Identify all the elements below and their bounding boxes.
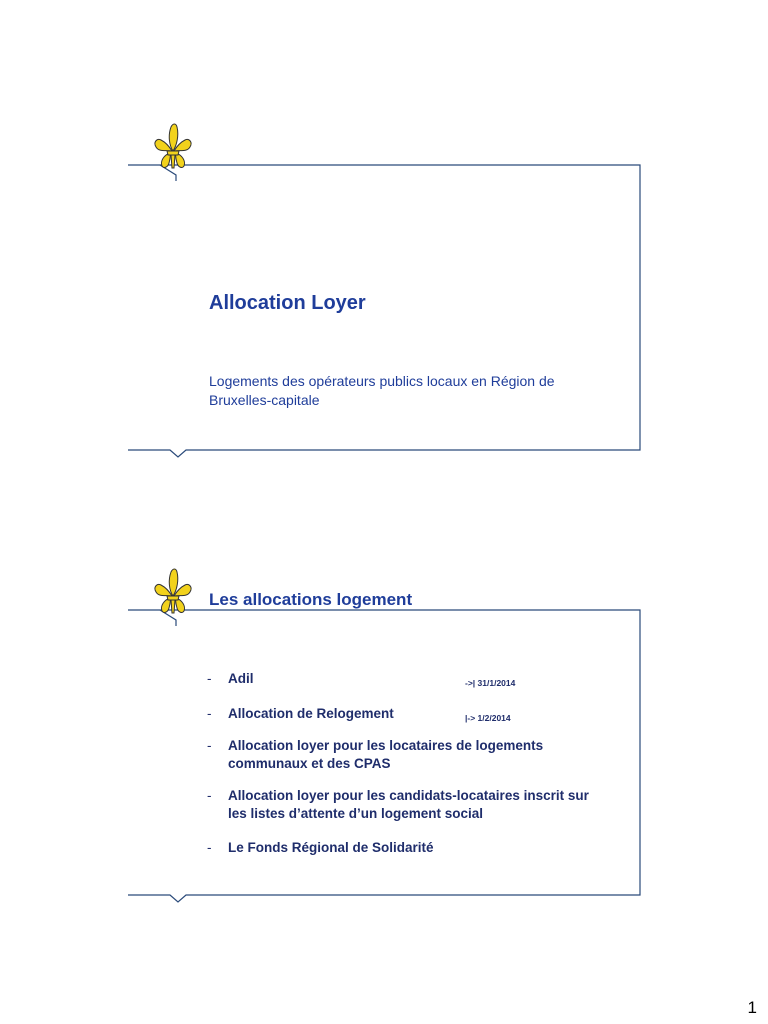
slide-2 [0,560,768,910]
list-item [207,839,607,857]
bullet-text: Allocation loyer pour les locataires de logements communaux et des CPAS [228,738,544,771]
page-number: 1 [747,998,757,1017]
list-item [207,705,607,723]
bullet-text: Adil [228,671,254,686]
slide-title: Allocation Loyer [209,292,366,314]
list-item [207,737,607,773]
bullet-date-note: ->| 31/1/2014 [465,678,516,688]
bullet-text: Le Fonds Régional de Solidarité [228,840,434,855]
slide-title: Les allocations logement [209,590,413,609]
slide-frame [0,115,768,465]
bullet-date-note: |-> 1/2/2014 [465,713,511,723]
list-item [207,670,607,688]
list-item [207,787,607,823]
slide-subtitle: Logements des opérateurs publics locaux en Région de Bruxelles-capitale [209,373,555,408]
bullet-marker: - [207,671,212,686]
iris-flower-logo [150,121,196,173]
bullet-marker: - [207,840,212,855]
bullet-marker: - [207,738,212,753]
bullet-marker: - [207,706,212,721]
iris-flower-logo [150,566,196,618]
bullet-text: Allocation de Relogement [228,706,394,721]
bullet-text: Allocation loyer pour les candidats-locataires inscrit sur les listes d’attente d’un logement social [228,788,589,821]
bullet-marker: - [207,788,212,803]
slide-1 [0,115,768,465]
bullet-list [207,670,607,872]
